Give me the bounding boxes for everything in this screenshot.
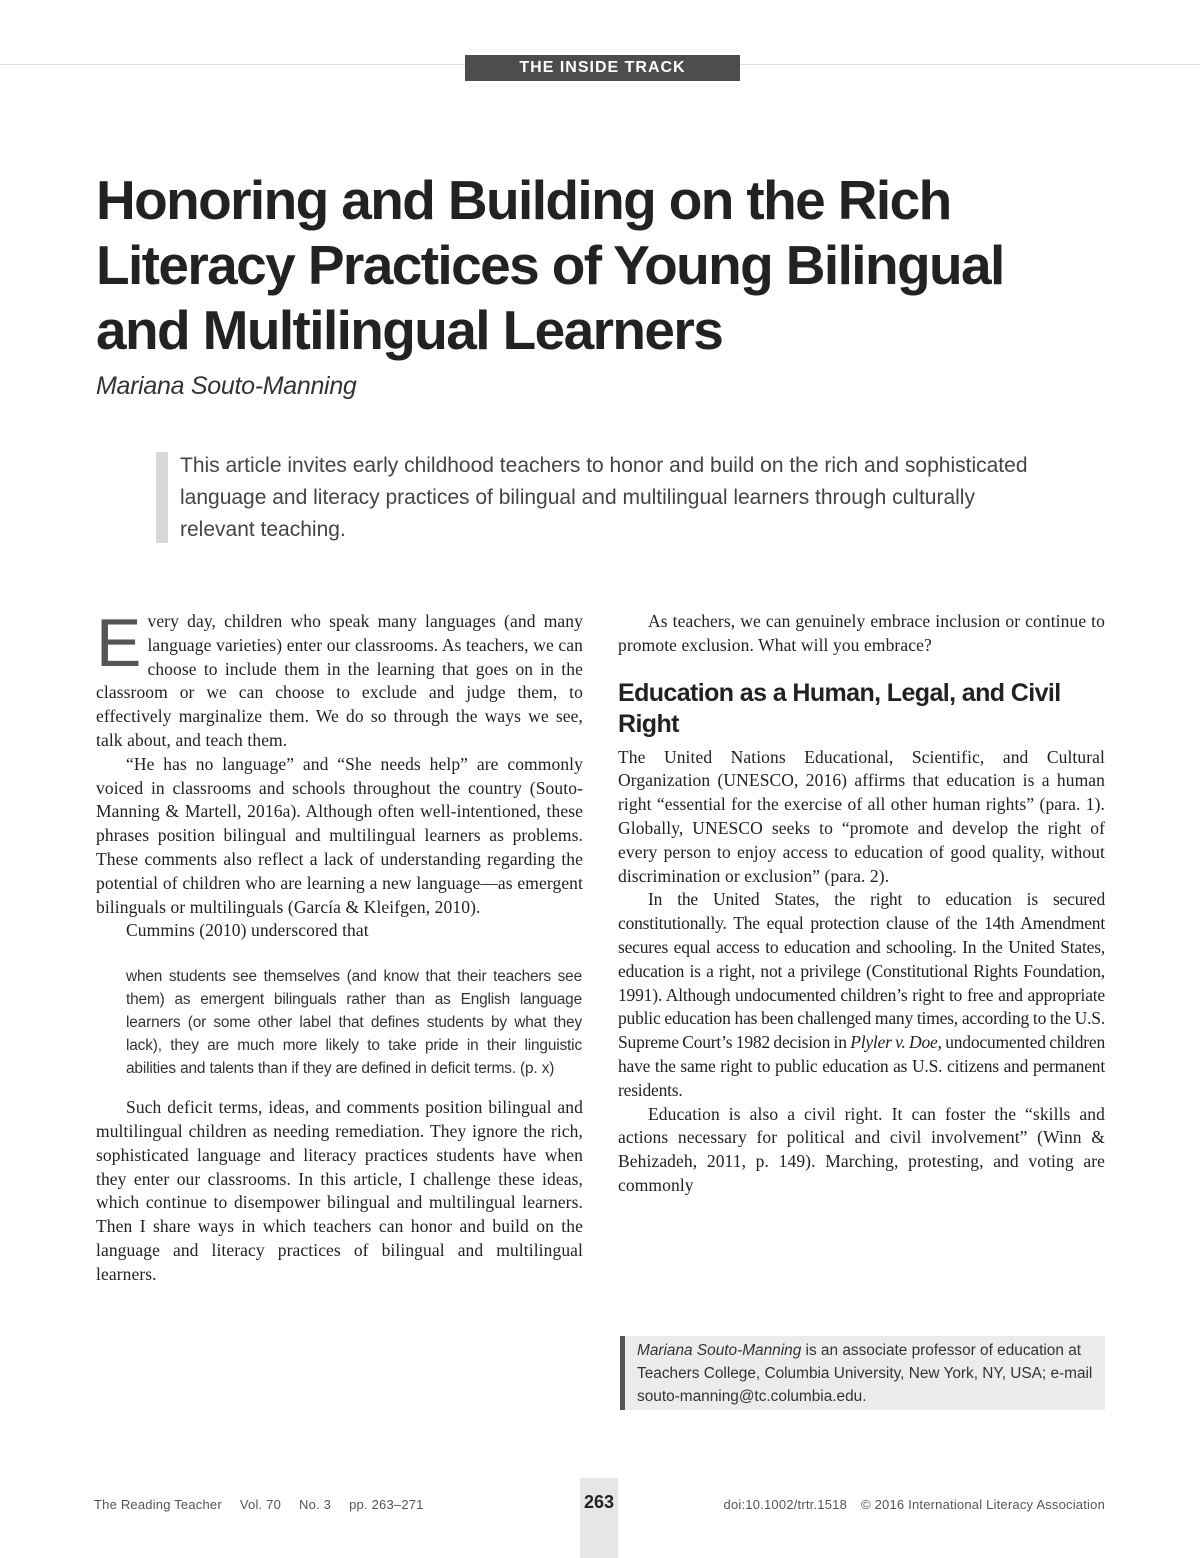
body-paragraph: The United Nations Educational, Scientific, and Cultural Organization (UNESCO, 2016) affirms that education is a human right “essential for the exercise of all other human rights” (para. 1). Globally, UNESCO seeks to “promote and develop the right of every person to enjoy access to education of good quality, without discrimination or exclusion” (para. 2). bbox=[618, 746, 1105, 886]
page-number: 263 bbox=[583, 1492, 615, 1512]
footer-citation bbox=[94, 1497, 442, 1512]
footer-doi bbox=[710, 1497, 1105, 1512]
paragraph-text: In the United States, the right to education is secured constitutionally. The equal protection clause of the 14th Amendment secures equal access to education and schooling. In the United States, education is a right, not a privilege (Constitutional Rights Foundation, 1991). Although undocumented children’s right to free and appropriate public education has been challenged many times, according to the U.S. Supreme Court’s 1982 decision in bbox=[618, 889, 1105, 1053]
journal-issue: No. 3 bbox=[299, 1497, 332, 1512]
abstract-accent-bar bbox=[156, 452, 168, 543]
bio-text: is an associate professor of education at Teachers College, Columbia University, New York, NY, USA; e-mail souto-manning@tc.columbia.edu. bbox=[637, 1342, 1093, 1405]
case-name: Plyler v. Doe bbox=[850, 1032, 938, 1053]
right-column bbox=[618, 610, 1105, 1198]
block-quote: when students see themselves (and know that their teachers see them) as emergent bilinguals rather than as English language learners (or some other label that defines students by what they lack), they are much more likely to take pride in their linguistic abilities and talents than if they are defined in deficit terms. (p. x) bbox=[126, 968, 582, 1078]
drop-cap: E bbox=[96, 605, 142, 681]
doi: doi:10.1002/trtr.1518 bbox=[723, 1497, 848, 1512]
section-banner: THE INSIDE TRACK bbox=[465, 55, 740, 81]
bio-accent-bar bbox=[620, 1336, 625, 1410]
body-paragraph: “He has no language” and “She needs help” are commonly voiced in classrooms and schools throughout the country (Souto-Manning & Martell, 2016a). Although often well-intentioned, these phrases position bilingual and multilingual learners as problems. These comments also reflect a lack of understanding regarding the potential of children who are learning a new language—as emergent bilinguals or multilinguals (García & Kleifgen, 2010). bbox=[96, 753, 583, 917]
author-bio-box bbox=[620, 1336, 1105, 1410]
article-title: Honoring and Building on the Rich Literacy Practices of Young Bilingual and Multilingual Learners bbox=[96, 169, 1004, 361]
journal-volume: Vol. 70 bbox=[239, 1497, 282, 1512]
journal-name: The Reading Teacher bbox=[94, 1497, 222, 1512]
body-paragraph bbox=[618, 888, 1105, 1102]
author-bio bbox=[637, 1339, 1097, 1408]
section-heading: Education as a Human, Legal, and Civil Right bbox=[618, 678, 1061, 738]
body-paragraph: Cummins (2010) underscored that bbox=[126, 920, 369, 941]
body-paragraph: Education is also a civil right. It can foster the “skills and actions necessary for political and civil involvement” (Winn & Behizadeh, 2011, p. 149). Marching, protesting, and voting are commonly bbox=[618, 1103, 1105, 1195]
article-abstract: This article invites early childhood teachers to honor and build on the rich and sophisticated language and literacy practices of bilingual and multilingual learners through culturally relevant teaching. bbox=[180, 454, 1028, 541]
page-number-tab bbox=[580, 1478, 618, 1558]
intro-paragraph bbox=[96, 605, 583, 753]
body-paragraph: Such deficit terms, ideas, and comments position bilingual and multilingual children as needing remediation. They ignore the rich, sophisticated language and literacy practices students have when they enter our classrooms. In this article, I challenge these ideas, which continue to disempower bilingual and multilingual learners. Then I share ways in which teachers can honor and build on the language and literacy practices of bilingual and multilingual learners. bbox=[96, 1097, 583, 1284]
article-author: Mariana Souto-Manning bbox=[96, 372, 357, 400]
intro-paragraph-text: very day, children who speak many languages (and many language varieties) enter our classrooms. As teachers, we can choose to include them in the learning that goes on in the classroom or we can choose to exclude and judge them, to effectively marginalize them. We do so through the ways we see, talk about, and teach them. bbox=[96, 611, 583, 750]
copyright: © 2016 International Literacy Association bbox=[861, 1497, 1105, 1512]
journal-pages: pp. 263–271 bbox=[349, 1497, 424, 1512]
bio-name: Mariana Souto-Manning bbox=[637, 1342, 802, 1359]
paragraph-text: , undocumented children have the same right to public education as U.S. citizens and permanent residents. bbox=[618, 1032, 1105, 1100]
left-column bbox=[96, 605, 583, 1287]
body-paragraph: As teachers, we can genuinely embrace inclusion or continue to promote exclusion. What will you embrace? bbox=[618, 611, 1105, 655]
